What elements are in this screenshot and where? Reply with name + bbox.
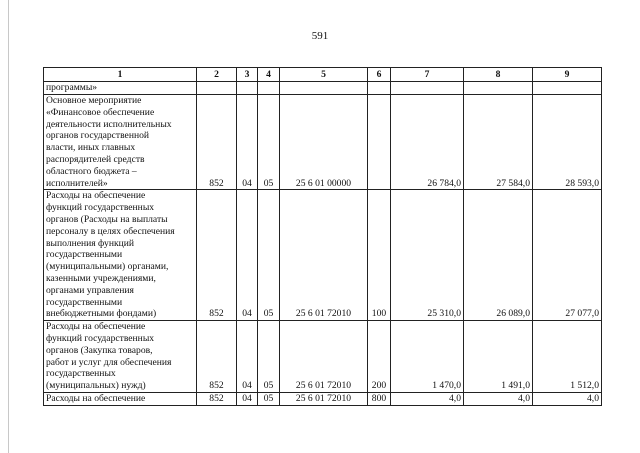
header-row [44, 68, 602, 82]
description-line: органов (Закупка товаров, [46, 344, 153, 356]
header-cell: 6 [368, 68, 391, 82]
header-cell: 7 [391, 68, 464, 82]
amount-year2-cell [464, 82, 533, 95]
amount-year3-cell: 1 512,0 [533, 321, 602, 393]
description-line: органов (Расходы на выплаты [46, 213, 168, 225]
table-body [44, 82, 602, 406]
amount-year1-cell: 25 310,0 [391, 190, 464, 321]
amount-year3-cell: 4,0 [533, 392, 602, 405]
amount-year2-cell: 27 584,0 [464, 95, 533, 190]
table-row [44, 82, 602, 95]
expense-type-cell [368, 95, 391, 190]
description-cell [44, 82, 197, 95]
section-cell: 04 [237, 95, 258, 190]
admin-code-cell: 852 [197, 392, 237, 405]
header-cell: 5 [280, 68, 368, 82]
header-cell: 8 [464, 68, 533, 82]
page-number: 591 [311, 30, 329, 42]
description-cell [44, 392, 197, 405]
header-cell: 3 [237, 68, 258, 82]
description-line: Основное мероприятие [46, 95, 142, 106]
expense-type-cell [368, 82, 391, 95]
description-line: Расходы на обеспечение [46, 392, 146, 404]
description-line: Расходы на обеспечение [46, 321, 146, 333]
description-line: функций государственных [46, 332, 155, 344]
amount-year2-cell: 1 491,0 [464, 321, 533, 393]
amount-year1-cell [391, 82, 464, 95]
description-cell [44, 321, 197, 393]
description-line: функций государственных [46, 202, 155, 214]
description-line: «Финансовое обеспечение [46, 106, 155, 118]
description-line: казенными учреждениями, [46, 272, 156, 284]
header-cell: 1 [44, 68, 197, 82]
description-line: власти, иных главных [46, 142, 136, 154]
amount-year1-cell: 1 470,0 [391, 321, 464, 393]
section-cell: 04 [237, 392, 258, 405]
header-cell: 9 [533, 68, 602, 82]
amount-year3-cell [533, 82, 602, 95]
subsection-cell: 05 [258, 95, 280, 190]
description-line: государственными [46, 249, 123, 261]
scan-edge-line [8, 0, 9, 453]
description-line: (муниципальными) органами, [46, 261, 169, 273]
description-cell [44, 190, 197, 321]
amount-year1-cell: 4,0 [391, 392, 464, 405]
description-cell [44, 95, 197, 190]
description-line: персоналу в целях обеспечения [46, 225, 175, 237]
amount-year1-cell: 26 784,0 [391, 95, 464, 190]
admin-code-cell: 852 [197, 190, 237, 321]
amount-year3-cell: 28 593,0 [533, 95, 602, 190]
target-article-cell: 25 6 01 72010 [280, 190, 368, 321]
description-line: внебюджетными фондами) [46, 308, 157, 320]
section-cell [237, 82, 258, 95]
description-line: органами управления [46, 284, 134, 296]
table-row [44, 95, 602, 190]
amount-year2-cell: 4,0 [464, 392, 533, 405]
table-row [44, 392, 602, 405]
description-line: областного бюджета – [46, 165, 137, 177]
description-line: выполнения функций [46, 237, 135, 249]
admin-code-cell: 852 [197, 321, 237, 393]
target-article-cell [280, 82, 368, 95]
description-line: программы» [46, 82, 98, 93]
description-line: работ и услуг для обеспечения [46, 356, 172, 368]
admin-code-cell: 852 [197, 95, 237, 190]
target-article-cell: 25 6 01 00000 [280, 95, 368, 190]
expense-type-cell: 800 [368, 392, 391, 405]
header-cell: 2 [197, 68, 237, 82]
amount-year3-cell: 27 077,0 [533, 190, 602, 321]
description-line: государственными [46, 296, 123, 308]
description-line: органов государственной [46, 130, 150, 142]
description-line: Расходы на обеспечение [46, 190, 146, 202]
header-cell: 4 [258, 68, 280, 82]
budget-table [43, 67, 602, 406]
subsection-cell: 05 [258, 392, 280, 405]
subsection-cell: 05 [258, 321, 280, 393]
amount-year2-cell: 26 089,0 [464, 190, 533, 321]
section-cell: 04 [237, 190, 258, 321]
description-line: государственных [46, 368, 116, 380]
table-row [44, 190, 602, 321]
description-line: исполнителей» [46, 177, 108, 189]
description-line: деятельности исполнительных [46, 118, 172, 130]
subsection-cell [258, 82, 280, 95]
target-article-cell: 25 6 01 72010 [280, 321, 368, 393]
target-article-cell: 25 6 01 72010 [280, 392, 368, 405]
expense-type-cell: 200 [368, 321, 391, 393]
subsection-cell: 05 [258, 190, 280, 321]
description-line: (муниципальных) нужд) [46, 380, 146, 392]
table-row [44, 321, 602, 393]
expense-type-cell: 100 [368, 190, 391, 321]
description-line: распорядителей средств [46, 153, 145, 165]
section-cell: 04 [237, 321, 258, 393]
admin-code-cell [197, 82, 237, 95]
